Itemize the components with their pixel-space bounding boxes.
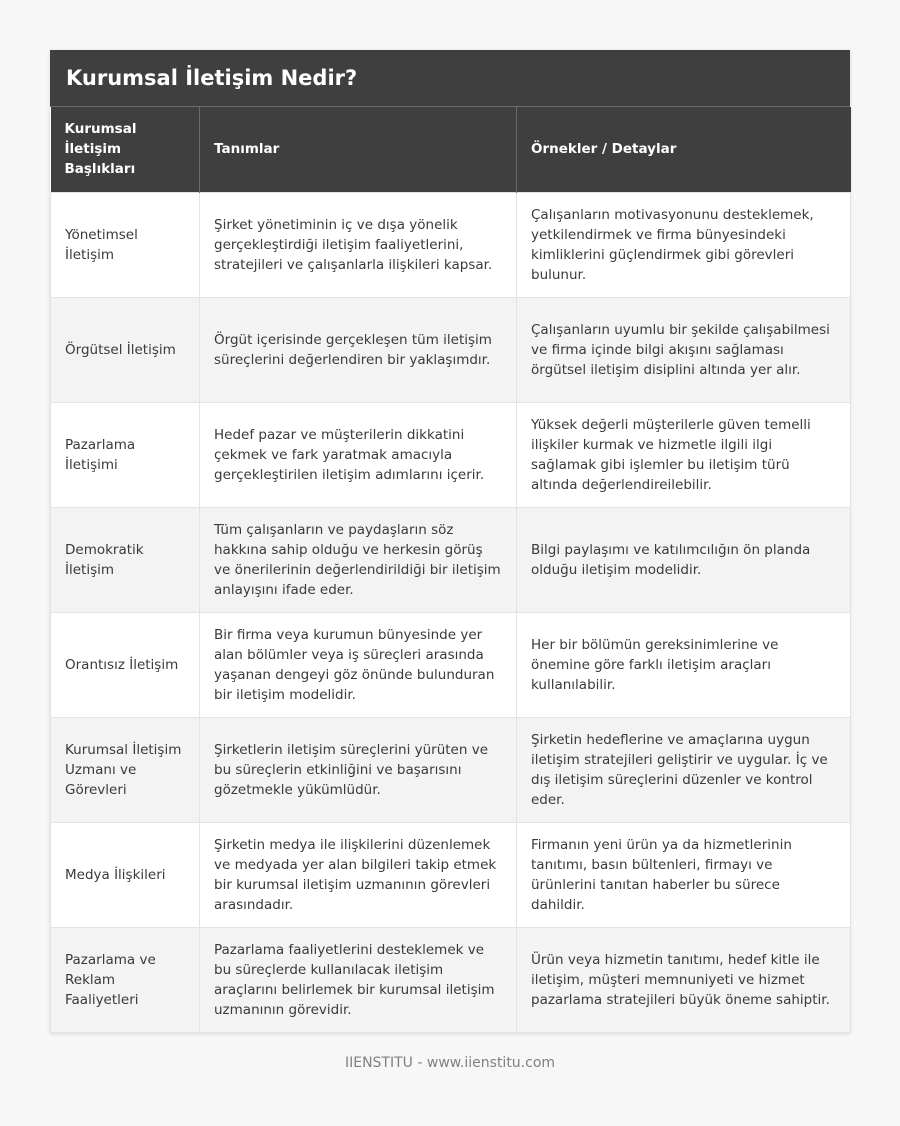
topic-cell: Orantısız İletişim	[51, 612, 200, 717]
example-cell: Firmanın yeni ürün ya da hizmetlerinin tanıtımı, basın bültenleri, firmayı ve ürünlerini tanıtan haberler bu sürece dahildir.	[517, 822, 851, 927]
header-topics: Kurumsal İletişim Başlıkları	[51, 107, 200, 192]
header-examples: Örnekler / Detaylar	[517, 107, 851, 192]
example-cell: Yüksek değerli müşterilerle güven temelli ilişkiler kurmak ve hizmetle ilgili ilgi sağlamak gibi işlemler bu iletişim türü altında değerlendireilebilir.	[517, 402, 851, 507]
table-row	[51, 822, 851, 927]
topic-cell: Pazarlama ve Reklam Faaliyetleri	[51, 927, 200, 1032]
topic-cell: Kurumsal İletişim Uzmanı ve Görevleri	[51, 717, 200, 822]
topic-cell: Örgütsel İletişim	[51, 297, 200, 402]
topic-cell: Medya İlişkileri	[51, 822, 200, 927]
topic-cell: Pazarlama İletişimi	[51, 402, 200, 507]
info-table-card	[50, 50, 850, 1033]
definition-cell: Pazarlama faaliyetlerini desteklemek ve bu süreçlerde kullanılacak iletişim araçlarını belirlemek bir kurumsal iletişim uzmanının görevidir.	[200, 927, 517, 1032]
table-title: Kurumsal İletişim Nedir?	[50, 50, 850, 107]
example-cell: Şirketin hedeflerine ve amaçlarına uygun iletişim stratejileri geliştirir ve uygular. İç ve dış iletişim süreçlerini düzenler ve kontrol eder.	[517, 717, 851, 822]
table-row	[51, 612, 851, 717]
table-row	[51, 507, 851, 612]
example-cell: Bilgi paylaşımı ve katılımcılığın ön planda olduğu iletişim modelidir.	[517, 507, 851, 612]
definition-cell: Bir firma veya kurumun bünyesinde yer alan bölümler veya iş süreçleri arasında yaşanan dengeyi göz önünde bulunduran bir iletişim modelidir.	[200, 612, 517, 717]
definition-cell: Şirket yönetiminin iç ve dışa yönelik gerçekleştirdiği iletişim faaliyetlerini, stratejileri ve çalışanlarla ilişkileri kapsar.	[200, 192, 517, 297]
table-row	[51, 717, 851, 822]
table-row	[51, 297, 851, 402]
table-row	[51, 402, 851, 507]
topic-cell: Yönetimsel İletişim	[51, 192, 200, 297]
footer-credit: IIENSTITU - www.iienstitu.com	[344, 1055, 556, 1071]
definition-cell: Tüm çalışanların ve paydaşların söz hakkına sahip olduğu ve herkesin görüş ve önerilerinin değerlendirildiği bir iletişim anlayışını ifade eder.	[200, 507, 517, 612]
table-row	[51, 927, 851, 1032]
data-table	[50, 107, 851, 1033]
definition-cell: Şirketin medya ile ilişkilerini düzenlemek ve medyada yer alan bilgileri takip etmek bir kurumsal iletişim uzmanının görevleri arasındadır.	[200, 822, 517, 927]
header-row	[51, 107, 851, 192]
topic-cell: Demokratik İletişim	[51, 507, 200, 612]
example-cell: Çalışanların motivasyonunu desteklemek, yetkilendirmek ve firma bünyesindeki kimliklerini güçlendirmek gibi görevleri bulunur.	[517, 192, 851, 297]
definition-cell: Şirketlerin iletişim süreçlerini yürüten ve bu süreçlerin etkinliğini ve başarısını gözetmekle yükümlüdür.	[200, 717, 517, 822]
example-cell: Çalışanların uyumlu bir şekilde çalışabilmesi ve firma içinde bilgi akışını sağlaması örgütsel iletişim disiplini altında yer alır.	[517, 297, 851, 402]
definition-cell: Örgüt içerisinde gerçekleşen tüm iletişim süreçlerini değerlendiren bir yaklaşımdır.	[200, 297, 517, 402]
example-cell: Ürün veya hizmetin tanıtımı, hedef kitle ile iletişim, müşteri memnuniyeti ve hizmet pazarlama stratejileri büyük öneme sahiptir.	[517, 927, 851, 1032]
example-cell: Her bir bölümün gereksinimlerine ve önemine göre farklı iletişim araçları kullanılabilir.	[517, 612, 851, 717]
table-row	[51, 192, 851, 297]
definition-cell: Hedef pazar ve müşterilerin dikkatini çekmek ve fark yaratmak amacıyla gerçekleştirilen iletişim adımlarını içerir.	[200, 402, 517, 507]
header-definitions: Tanımlar	[200, 107, 517, 192]
